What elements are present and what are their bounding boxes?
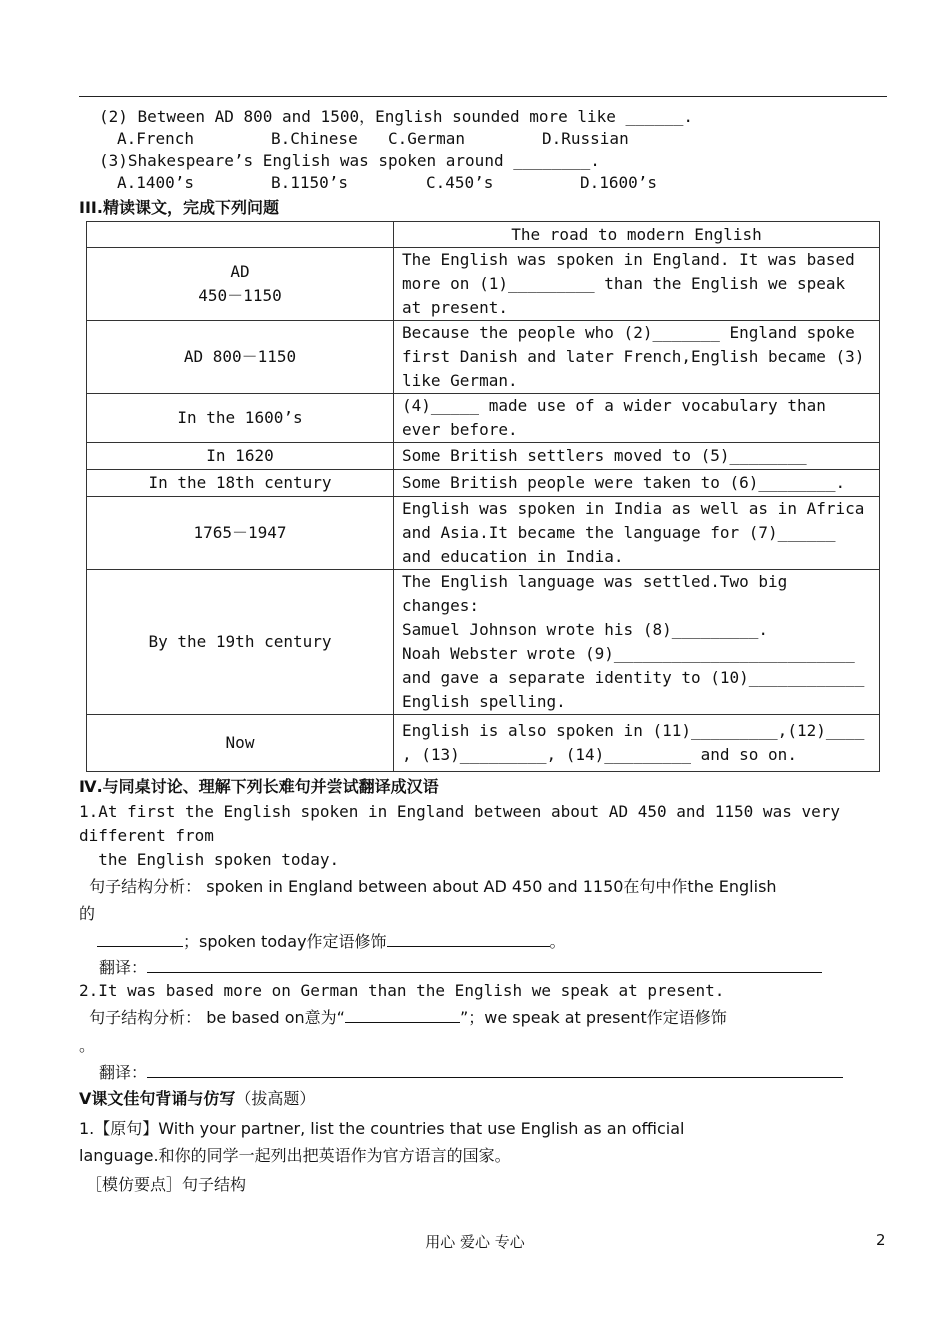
section-4-heading: Ⅳ.与同桌讨论、理解下列长难句并尝试翻译成汉语 bbox=[79, 777, 439, 796]
q3-option-b: B.1150’s bbox=[271, 173, 349, 192]
table-row bbox=[87, 443, 880, 470]
table-row bbox=[87, 470, 880, 497]
sentence-1-translation: 翻译： bbox=[99, 957, 822, 979]
event-cell: The English was spoken in England. It was based more on (1)_________ than the English we speak at present. bbox=[394, 248, 880, 321]
sentence-1-line-2: different from bbox=[79, 826, 214, 845]
q2-option-d: D.Russian bbox=[542, 129, 629, 148]
section-5-line-3: ［模仿要点］句子结构 bbox=[86, 1175, 247, 1194]
period-cell: 1765－1947 bbox=[87, 497, 394, 570]
q3-option-a: A.1400’s bbox=[117, 173, 195, 192]
answer-blank[interactable] bbox=[345, 1007, 460, 1023]
sentence-2-analysis-cont: 。 bbox=[79, 1036, 96, 1055]
event-cell: Because the people who (2)_______ England spoke first Danish and later French,English became (3) like German. bbox=[394, 321, 880, 394]
q2-option-a: A.French bbox=[117, 129, 195, 148]
sentence-2-translation: 翻译： bbox=[99, 1062, 843, 1084]
translation-blank[interactable] bbox=[147, 957, 822, 973]
event-cell: The English language was settled.Two big changes: Samuel Johnson wrote his (8)_________. Noah Webster wrote (9)_________________________ and gave a separate identity to (10)____________ English spelling. bbox=[394, 570, 880, 715]
q3-option-c: C.450’s bbox=[426, 173, 494, 192]
event-cell: (4)_____ made use of a wider vocabulary than ever before. bbox=[394, 394, 880, 443]
question-3-stem: (3)Shakespeare’s English was spoken around ________. bbox=[99, 151, 600, 170]
sentence-1-line-3: the English spoken today. bbox=[79, 850, 340, 869]
answer-blank[interactable] bbox=[97, 931, 183, 947]
sentence-2-line-1: 2.It was based more on German than the English we speak at present. bbox=[79, 981, 725, 1000]
period-cell: Now bbox=[87, 715, 394, 772]
sentence-1-analysis: 句子结构分析： spoken in England between about AD 450 and 1150在句中作the English bbox=[79, 877, 777, 896]
sentence-1-line-1: 1.At first the English spoken in England between about AD 450 and 1150 was very bbox=[79, 802, 840, 821]
q2-option-c: C.German bbox=[388, 129, 466, 148]
period-cell: In 1620 bbox=[87, 443, 394, 470]
footer-motto: 用心 爱心 专心 bbox=[425, 1233, 525, 1251]
sentence-1-analysis-cont: 的 bbox=[79, 904, 96, 923]
question-2-stem: (2) Between AD 800 and 1500，English sounded more like ______. bbox=[99, 107, 693, 126]
table-header-row bbox=[87, 222, 880, 248]
event-cell: Some British settlers moved to (5)________ bbox=[394, 443, 880, 470]
sentence-1-analysis-blanks: ；spoken today作定语修饰 。 bbox=[97, 931, 566, 953]
table-row bbox=[87, 497, 880, 570]
section-5-note: （拔高题） bbox=[235, 1089, 316, 1108]
section-5-line-1: 1.【原句】With your partner, list the countries that use English as an official bbox=[79, 1119, 685, 1138]
table-row bbox=[87, 715, 880, 772]
page-number: 2 bbox=[876, 1231, 886, 1249]
table-header-empty bbox=[87, 222, 394, 248]
section-5-heading: V课文佳句背诵与仿写 bbox=[79, 1089, 236, 1108]
answer-blank[interactable] bbox=[387, 931, 550, 947]
table-row bbox=[87, 394, 880, 443]
table-row bbox=[87, 570, 880, 715]
q3-option-d: D.1600’s bbox=[580, 173, 658, 192]
q2-option-b: B.Chinese bbox=[271, 129, 358, 148]
period-cell: AD 800－1150 bbox=[87, 321, 394, 394]
section-5-heading-line bbox=[79, 1088, 315, 1110]
table-title: The road to modern English bbox=[394, 222, 880, 248]
period-cell: In the 18th century bbox=[87, 470, 394, 497]
event-cell: Some British people were taken to (6)________. bbox=[394, 470, 880, 497]
period-cell: In the 1600’s bbox=[87, 394, 394, 443]
translation-blank[interactable] bbox=[147, 1062, 843, 1078]
header-rule bbox=[79, 96, 887, 97]
timeline-table bbox=[86, 221, 880, 772]
period-cell: By the 19th century bbox=[87, 570, 394, 715]
event-cell: English was spoken in India as well as in Africa and Asia.It became the language for (7)______ and education in India. bbox=[394, 497, 880, 570]
sentence-2-analysis: 句子结构分析： be based on意为“ ”；we speak at present作定语修饰 bbox=[79, 1008, 727, 1027]
table-row bbox=[87, 321, 880, 394]
section-3-heading: III.精读课文，完成下列问题 bbox=[79, 198, 279, 217]
section-5-line-2: language.和你的同学一起列出把英语作为官方语言的国家。 bbox=[79, 1146, 511, 1165]
event-cell: English is also spoken in (11)_________,(12)____ , (13)_________, (14)_________ and so on. bbox=[394, 715, 880, 772]
table-row bbox=[87, 248, 880, 321]
period-cell: AD 450－1150 bbox=[87, 248, 394, 321]
